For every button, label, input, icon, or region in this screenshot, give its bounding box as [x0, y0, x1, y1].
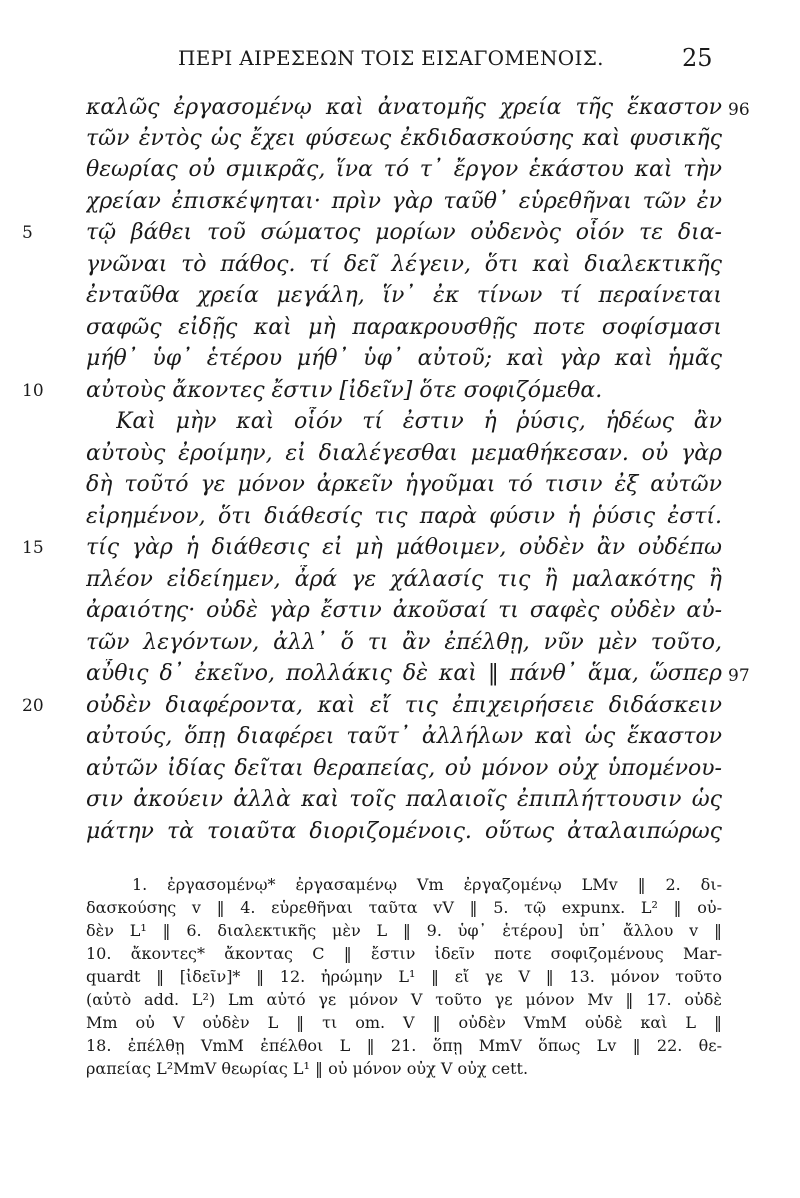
- footnote-line: 18. ἐπέλθῃ VmM ἐπέλθοι L ‖ 21. ὅπῃ MmV ὅπως Lv ‖ 22. θε-: [86, 1036, 722, 1055]
- footnote-line: 10. ἄκοντες* ἄκοντας C ‖ ἔστιν ἰδεῖν ποτε σοφιζομένους Mar-: [86, 944, 722, 963]
- text-line: θεωρίας οὐ σμικρᾶς, ἵνα τό τ᾽ ἔργον ἑκάστου καὶ τὴν: [86, 157, 722, 182]
- text-line: σιν ἀκούειν ἀλλὰ καὶ τοῖς παλαιοῖς ἐπιπλήττουσιν ὡς: [86, 787, 722, 812]
- line-number: 5: [22, 223, 33, 243]
- line-number: 10: [22, 381, 44, 401]
- margin-reference-number: 96: [728, 100, 750, 120]
- footnote-line: (αὐτὸ add. L²) Lm αὐτό γε μόνον V τοῦτο γε μόνον Mv ‖ 17. οὐδὲ: [86, 990, 722, 1009]
- paragraph-start-line: Καὶ μὴν καὶ οἷόν τί ἐστιν ἡ ῥύσις, ἡδέως ἂν: [116, 409, 722, 434]
- margin-reference-number: 97: [728, 666, 750, 686]
- text-line: πλέον εἰδείημεν, ἆρά γε χάλασίς τις ἢ μαλακότης ἢ: [86, 567, 722, 592]
- text-line: αὐτῶν ἰδίας δεῖται θεραπείας, οὐ μόνον οὐχ ὑπομένου-: [86, 756, 722, 781]
- text-line: δὴ τοῦτό γε μόνον ἀρκεῖν ἡγοῦμαι τό τισιν ἐξ αὐτῶν: [86, 472, 722, 497]
- text-line: τῷ βάθει τοῦ σώματος μορίων οὐδενὸς οἷόν τε δια-: [86, 220, 722, 245]
- text-line: μάτην τὰ τοιαῦτα διοριζομένοις. οὕτως ἀταλαιπώρως: [86, 819, 722, 844]
- footnote-line: δασκούσης v ‖ 4. εὑρεθῆναι ταῦτα vV ‖ 5. τῷ expunx. L² ‖ οὐ-: [86, 898, 722, 917]
- footnote-line: Mm οὐ V οὐδὲν L ‖ τι om. V ‖ οὐδὲν VmM οὐδὲ καὶ L ‖: [86, 1013, 722, 1032]
- text-line: αὖθις δ᾽ ἐκεῖνο, πολλάκις δὲ καὶ ‖ πάνθ᾽ ἅμα, ὥσπερ: [86, 661, 722, 686]
- line-number: 15: [22, 538, 44, 558]
- text-line: μήθ᾽ ὑφ᾽ ἑτέρου μήθ᾽ ὑφ᾽ αὐτοῦ; καὶ γὰρ καὶ ἡμᾶς: [86, 346, 722, 371]
- text-line: αὐτοὺς ἐροίμην, εἰ διαλέγεσθαι μεμαθήκεσαν. οὐ γὰρ: [86, 441, 722, 466]
- footnote-line: ραπείας L²MmV θεωρίας L¹ ‖ οὐ μόνον οὐχ V οὐχ cett.: [86, 1059, 529, 1078]
- text-line: γνῶναι τὸ πάθος. τί δεῖ λέγειν, ὅτι καὶ διαλεκτικῆς: [86, 252, 722, 277]
- running-header-title: ΠΕΡΙ ΑΙΡΕΣΕΩΝ ΤΟΙΣ ΕΙΣΑΓΟΜΕΝΟΙΣ.: [178, 46, 604, 70]
- footnote-line: quardt ‖ [ἰδεῖν]* ‖ 12. ἠρώμην L¹ ‖ εἴ γε V ‖ 13. μόνον τοῦτο: [86, 967, 722, 986]
- text-line: τῶν ἐντὸς ὡς ἔχει φύσεως ἐκδιδασκούσης καὶ φυσικῆς: [86, 126, 722, 151]
- text-line: εἰρημένον, ὅτι διάθεσίς τις παρὰ φύσιν ἡ ῥύσις ἐστί.: [86, 504, 722, 529]
- text-line: οὐδὲν διαφέροντα, καὶ εἴ τις ἐπιχειρήσειε διδάσκειν: [86, 693, 722, 718]
- footnote-line: δὲν L¹ ‖ 6. διαλεκτικῆς μὲν L ‖ 9. ὑφ᾽ ἑτέρου] ὑπ᾽ ἄλλου v ‖: [86, 921, 722, 940]
- text-line: αὐτοὺς ἄκοντες ἔστιν [ἰδεῖν] ὅτε σοφιζόμεθα.: [86, 378, 603, 403]
- text-line: σαφῶς εἰδῇς καὶ μὴ παρακρουσθῇς ποτε σοφίσμασι: [86, 315, 722, 340]
- footnote-line: 1. ἐργασομένῳ* ἐργασαμένῳ Vm ἐργαζομένῳ LMv ‖ 2. δι-: [132, 875, 722, 894]
- text-line: ἐνταῦθα χρεία μεγάλη, ἵν᾽ ἐκ τίνων τί περαίνεται: [86, 283, 722, 308]
- line-number: 20: [22, 696, 44, 716]
- text-line: ἀραιότης· οὐδὲ γὰρ ἔστιν ἀκοῦσαί τι σαφὲς οὐδὲν αὐ-: [86, 598, 722, 623]
- text-line: τίς γὰρ ἡ διάθεσις εἰ μὴ μάθοιμεν, οὐδὲν ἂν οὐδέπω: [86, 535, 722, 560]
- page-number: 25: [682, 44, 713, 72]
- text-line: τῶν λεγόντων, ἀλλ᾽ ὅ τι ἂν ἐπέλθῃ, νῦν μὲν τοῦτο,: [86, 630, 722, 655]
- text-line: καλῶς ἐργασομένῳ καὶ ἀνατομῆς χρεία τῆς ἕκαστον: [86, 95, 722, 120]
- text-line: χρείαν ἐπισκέψηται· πρὶν γὰρ ταῦθ᾽ εὑρεθῆναι τῶν ἐν: [86, 189, 722, 214]
- text-line: αὐτούς, ὅπῃ διαφέρει ταῦτ᾽ ἀλλήλων καὶ ὡς ἕκαστον: [86, 724, 722, 749]
